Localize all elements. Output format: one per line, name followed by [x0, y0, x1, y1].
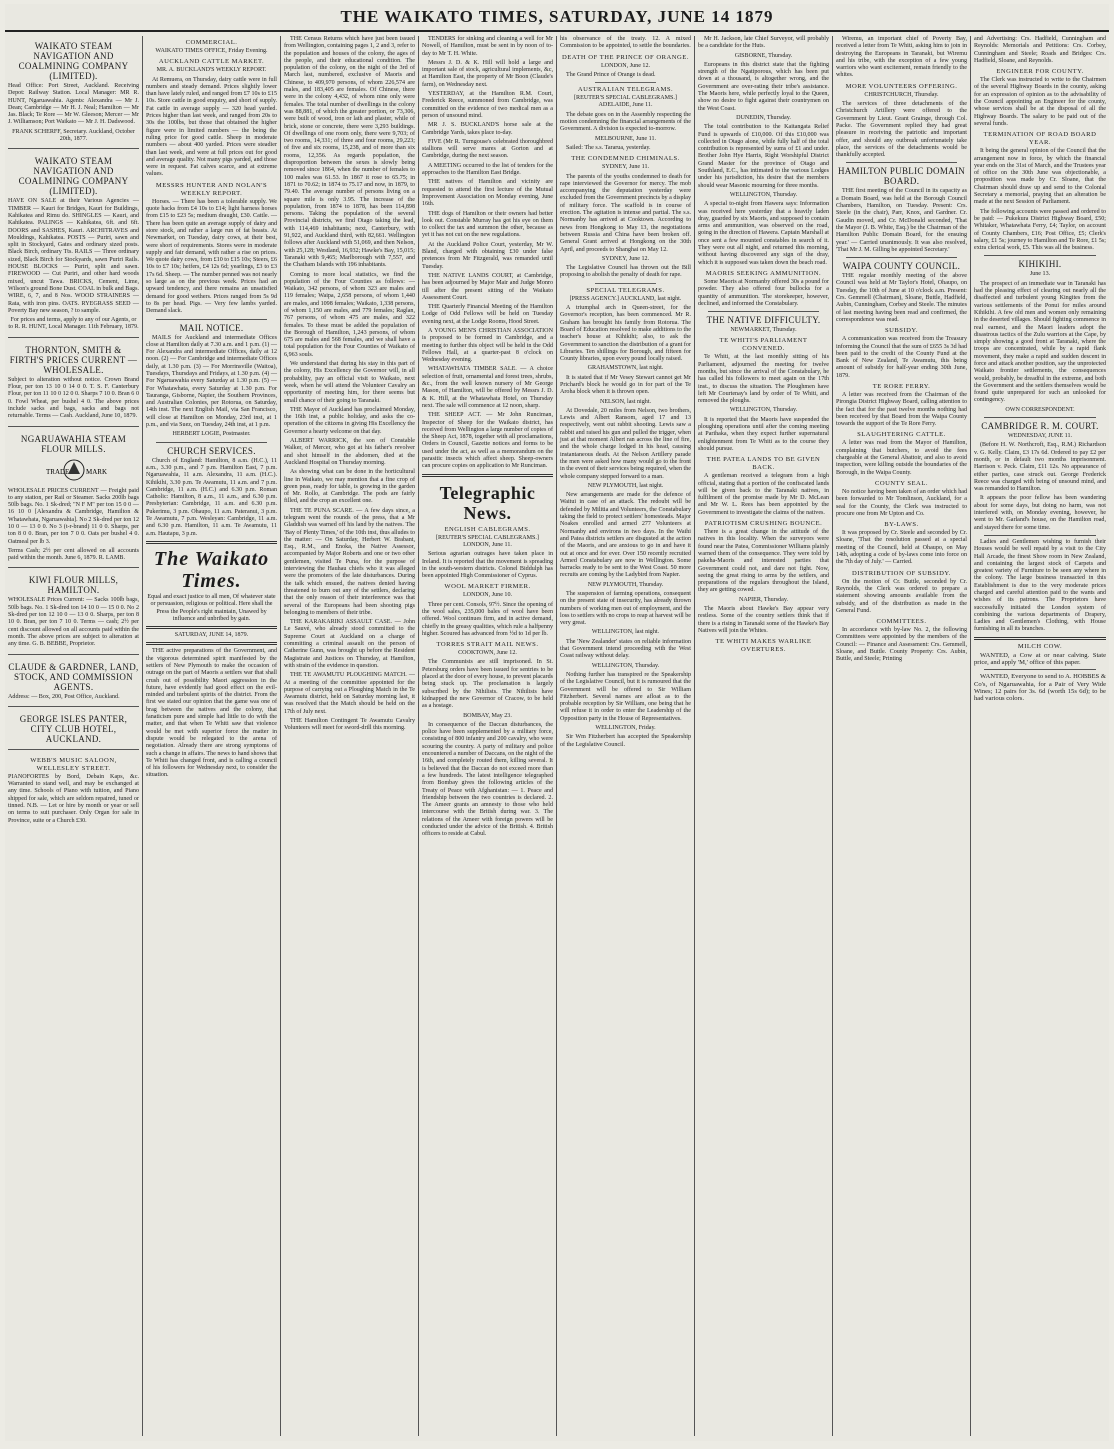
telegraphic-news-heading: Telegraphic News. [439, 482, 536, 523]
death-prince-heading: DEATH OF THE PRINCE OF ORANGE. [562, 53, 689, 61]
grahamstown-body: It is stated that if Mr Vesey Stewart cannot get Mr Prichard's block he would go in for part of the Te Aroha block when it is thrown open. [560, 374, 691, 396]
domain-board-heading: HAMILTON PUBLIC DOMAIN BOARD. [837, 166, 966, 187]
gisborne-body: Europeans in this district state that the fighting strength of the Ngatiporous, which has been put down at a thousand, is altogether wrong, and the Government are over-rating their tribe's assistance. The Maoris here, while perfectly loyal to the Queen, show no desire to fight against their countrymen on the West Coast. [698, 61, 829, 112]
ad-nav-body: HAVE ON SALE at their Various Agencies — TIMBER — Kauri for Bridges, Kauri for Buildings, Kahikatea and Rimu do. SHINGLES — Kauri, and Kahikatea. PALINGS — Kahikatea, 6ft. and 6ft. DOORS and SASHES, Kauri. ARCHITRAVES and Mouldings, Kahikatea. POSTS — Puriri, sawn and split in Stockyard, Gates and ordinary sized posts. Black Birch, ordinary Tts. RAILS — Three ordinary sized, Black Birch for Stockyards, sawn Puriri Rails. HOUSE BLOCKS — Puriri, split and sawn. FIREWOOD — Cut Puriri, and other hard woods mixed, uncut Tawa. BRICKS, Cement, Lime, Wilson's ground Bone Dust. COAL in bulk and Bags. WIRE, 6, 7, and 8 Nos. WOOD STRAINERS — Rata, with iron pins. OATS. RYEGRASS SEED — Poverty Bay new season, ? to sample. [8, 198, 139, 314]
wiremu-paragraph: Wiremu, an important chief of Poverty Bay, received a letter from Te Whiti, asking him to join in destroying the Europeans in Taranaki, but Wiremu and his tribe, with the exception of a few young warriors who want excitement, remain friendly to the whites. [836, 36, 967, 79]
green-peas-paragraph: As showing what can be done in the horticultural line in Waikato, we may mention that a fine crop of green peas, ready for table, is growing in the garden of Mr. Rollo, at Cambridge. The pods are fairly filled, and the crop an excellent one. [284, 469, 415, 505]
column-5-telegrams [557, 36, 695, 1436]
slaughtering-body: A letter was read from the Mayor of Hamilton, complaining that butchers, to avoid the fees chargeable at the General Abattoir, and also to avoid inspection, were killing outside the boundaries of the Borough, in the Waipa County. [836, 440, 967, 476]
divider [984, 669, 1096, 670]
governor-visit-paragraph: We understand that during his stay in this part of the colony, His Excellency the Governor will, in all probability, pay an official visit to Waikato, next week, when he will attend the Volunteer Cavalry an opportunity of meeting him, for there seems but small chance of their going to Taranaki. [284, 361, 415, 404]
te-puna-paragraph: THE TE PUNA SCARE. — A few days since, a telegram went the rounds of the press, that a Mr Gladdish was warned off his land by the natives. The 'Bay of Plenty Times,' of the 10th inst, thus alludes to the matter: — On Saturday, Herbert W. Brabant, Esq., R.M., and Enoka, the Native Assessor, accompanied by Major Roberts and one or two other gentlemen, visited Te Puna, for the purpose of interviewing the Hauhau chiefs who it was alleged were the promoters of the late disturbances. During the talk which ensued, the natives denied having threatened to burn out any of the settlers, declaring that the only reason of their interference was that several of the Europeans had been shooting pigs belonging to members of their tribe. [284, 507, 415, 616]
ad-flour-body: Subject to alteration without notice. Crown Brand Flour, per ton 13 10 0 14 0 0. T. S. F. Canterbury Flour, per ton 11 10 0 12 0 0. Sharps 7 10 0. Bran 6 0 0. Fowl Wheat, per bushel 4 0. The above prices include sacks and bags, sacks and bags not returnable. Terms — Cash. Auckland, June 10, 1879. [8, 376, 139, 420]
wellington-body: The 'New Zealander' states on reliable information that Government intend proceeding with the West Coast railway without delay. [560, 638, 691, 660]
divider [156, 442, 267, 443]
wellington-thursday-dateline: WELLINGTON, Thursday. [729, 191, 798, 198]
ad-mills-title: NGARUAWAHIA STEAM FLOUR MILLS. [20, 433, 127, 454]
australian-telegrams-heading: AUSTRALIAN TELEGRAMS. [577, 86, 674, 94]
reuter-dateline: [REUTER'S SPECIAL CABLEGRAMS.] LONDON, June 11. [436, 534, 539, 548]
rm-court-paragraph: YESTERDAY, at the Hamilton R.M. Court, Frederick Reece, summoned from Cambridge, was committed on the evidence of two medical men as a person of unsound mind. [422, 91, 553, 119]
wellington3-dateline: WELLINGTON, Friday. [595, 725, 656, 732]
divider [984, 417, 1096, 418]
column-1-advertisements [5, 36, 143, 1436]
police-court-paragraph: At the Auckland Police Court, yesterday, Mr W. Bland, charged with obtaining £30 under false pretences from Mr Fitzgerald, was remanded until Tuesday. [422, 241, 553, 270]
cattle-market-body: At Remuera, on Thursday, dairy cattle were in full numbers and steady demand. Prices slightly lower than have lately ruled, and ranged from £7 10s to £15 10s. Store cattle in good enquiry, and short of supply. Fat cattle in average supply — 320 head yarded. Prices higher than last week, and ranged from 20s to 30s the 100lbs, but those that obtained the higher figure were in limited numbers — the being the ruling price for good cattle. Sheep in moderate numbers — about 400 yarded. Prices were steadier than last week, and were at full prices out for good and average quality. Not many pigs yarded, and those were in request. Fat calves scarce, and at extreme values. [146, 76, 277, 178]
melbourne-dateline: MELBOURNE, June 11. [594, 135, 657, 142]
column-8-district [971, 36, 1109, 1436]
kihikihi-date: June 13. [1029, 271, 1051, 278]
ad-kiwi-mills [8, 570, 139, 654]
patriotism-heading: PATRIOTISM CRUSHING BOUNCE. [704, 520, 823, 528]
divider [146, 541, 277, 544]
nolan-report-heading: MESSRS HUNTER AND NOLAN'S WEEKLY REPORT. [155, 181, 268, 197]
sydney2-body: The Legislative Council has thrown out the Bill proposing to abolish the penalty of death for rape. [560, 265, 691, 279]
ad-webb-body: PIANOFORTES by Bord, Debain Kaps, &c. Warranted to stand well, and may be exchanged at any time. Schools of Piano with tuition, and Piano shipped for sale, which are seldom repaired, tuned or tinned. N.B. — Let or hire by month or year or sell on terms to suit purchaser. Only Organ for sale in Province, suite or a Church £30. [8, 773, 139, 824]
church-services-heading: CHURCH SERVICES. [167, 445, 256, 456]
paper-date: SATURDAY, JUNE 14, 1879. [174, 632, 249, 639]
wool-market-body: Three per cent. Consols, 97½. Since the opening of the wool sales, 235,000 bales of wool have been offered. Wool continues firm, and in active demand, chiefly in the greasy qualities, which rule a halfpenny higher. Scoured has advanced from ½d to 1d per lb. [422, 601, 553, 637]
stock-sale-paragraph: Messrs J. D. & K. Hill will hold a large and important sale of stock, agricultural implements, &c, at Hamilton East, the property of Mr Boon (Claude's farm), on Wednesday next. [422, 59, 553, 88]
commercial-heading: COMMERCIAL. [185, 39, 238, 46]
commercial-dateline: WAIKATO TIMES OFFICE, Friday Evening. [155, 48, 268, 54]
assault-case-paragraph: THE KARAKARIKI ASSAULT CASE. — John Le Sauvé, who already stood committed to the Supreme Court at Auckland on a charge of committing a criminal assault on the person of Catherine Gunn, was brought up before the Resident Magistrate and Justices on Thursday, at Hamilton, with strain of the evidence in question. [284, 619, 415, 669]
press-agency-dateline: [PRESS AGENCY.] AUCKLAND, last night. [569, 295, 682, 302]
volunteers-dateline: CHRISTCHURCH, Thursday. [864, 91, 939, 98]
ad-claude-body: Address: — Box, 200, Post Office, Auckland. [8, 693, 120, 700]
native-difficulty-heading: THE NATIVE DIFFICULTY. [706, 315, 821, 326]
milch-cow-heading: MILCH COW. [1017, 642, 1063, 650]
sydney2-dateline: SYDNEY, June 12. [601, 255, 650, 262]
horse-sale-paragraph: MR J. S. BUCKLAND'S horse sale at the Cambridge Yards, takes place to-day. [422, 122, 553, 136]
gisborne-dateline: GISBORNE, Thursday. [734, 52, 793, 59]
rm-court-date: WEDNESDAY, JUNE 11. [1007, 433, 1073, 440]
sydney-dateline: SYDNEY, June 11. [601, 164, 650, 171]
correspondent-sign: OWN CORRESPONDENT. [1005, 406, 1075, 413]
cattle-market-heading: AUCKLAND CATTLE MARKET. [158, 58, 265, 66]
divider [974, 637, 1106, 640]
wellington3-body: Sir Wm Fitzherbert has accepted the Speakership of the Legislative Council. [560, 734, 691, 748]
auckland-body: A triumphal arch in Queen-street, for the Governor's reception, has been commenced. Mr R. Graham has brought his family from Rotorua. The Board of Education resolved to make additions to the teacher's house at Kihikihi; also, to ask the Government to sanction the distribution of a grant for Libraries. Ten shillings for Borough, and fifteen for County libraries, upon every pound locally raised. [560, 305, 691, 363]
trade-mark-emblem-icon [44, 456, 107, 486]
ad-claude-gardner [8, 657, 139, 707]
tenders-paragraph: TENDERS for sinking and cleaning a well for Mr Nowell, of Hamilton, must be sent in by noon of to-day to Mr T. H. White. [422, 36, 553, 57]
newspaper-page [5, 4, 1109, 1441]
ad-nav-title: WAIKATO STEAM NAVIGATION AND COALMINING COMPANY (LIMITED). [18, 156, 129, 197]
patea-lands-body: A gentleman received a telegram from a high official, stating that a portion of the confiscated lands will be given back to the Taranaki natives, in fulfilment of the promise made by Mr D. McLean and Mr W. L. Rees has been appointed by the Government to investigate the claims of the natives. [698, 473, 829, 516]
ad-claude-title: CLAUDE & GARDNER, LAND, STOCK, AND COMMISSION AGENTS. [8, 661, 139, 692]
ad-hotel-title: GEORGE ISLES PANTER, CITY CLUB HOTEL, AUCKLAND. [19, 713, 128, 744]
ad-mills-body: WHOLESALE PRICES CURRENT — Freight paid to any station, per Rail or Steamer. Sacks 200lb bags 50lb bags. No. 1 Sk-dred; "N F M" per ton 15 0 0 — 16 10 0 [Alexandra & Cambridge, Hamilton & Whatawhata, Ngaruawahia]. No 2 Sk-dred per ton 12 10 0 — 13 0 0. No 3 (t-r-brand) 11 0 0. Sharps, per ton 8 0 0. Bran, per ton 7 0 0. Oats per bushel 4 0. Oatmeal per lb 3. [8, 487, 139, 545]
subsidy-heading: SUBSIDY. [884, 327, 918, 335]
mail-notice-body: MAILS for Auckland and intermediate Offices close at Hamilton daily at 7.30 a.m. and 1 p.m. (1) — For Alexandra and intermediate Offices, daily at 12 noon. (2) — For Cambridge and intermediate Offices daily, at 1.30 p.m. (3) — For Morrinsville (Waitoa), Tuesdays, Thursdays and Fridays, at 1.30 p.m. (4) — For Ngaruawahia every Saturday at 1.30 p.m. (5) — For Whatawhata, every Saturday at 1.30 p.m. For Tauranga, Gisborne, Napier, the Southern Provinces, and Australian Colonies, per Rotorua, on Saturday, 14th inst. The next English Mail, via San Francisco, will close at Hamilton on Monday, 23rd inst, at 1 p.m., and via Suez, on Tuesday, 24th inst, at 1 p.m. [146, 334, 277, 429]
committees-body: In accordance with by-law No. 2, the following Committees were appointed by the members of the Council: — Finance and Assessment: Crs. Gemmell, Sloane, and Buttle. County Property: Crs. Aubin, Buttle, and Steele; Printing [836, 627, 967, 663]
te-rore-ferry-heading: TE RORE FERRY. [872, 382, 931, 390]
patea-lands-heading: THE PATEA LANDS TO BE GIVEN BACK. [706, 456, 821, 472]
ad-kiwi-title: KIWI FLOUR MILLS, HAMILTON. [28, 575, 119, 596]
ploughing-match-paragraph: THE TE AWAMUTU PLOUGHING MATCH. — At a meeting of the committee appointed for the purpose of carrying out a Ploughing Match in the Te Awamutu district, held on Saturday morning last, it was resolved that the Match should be held on the 17th of July next. [284, 672, 415, 715]
death-prince-body: The Grand Prince of Orange is dead. [566, 71, 656, 78]
column-7-councils [833, 36, 971, 1436]
newmarket-dateline: NEWMARKET, Thursday. [730, 327, 797, 334]
bombay-body: In consequence of the Daccan disturbances, the police have been supplemented by a military force, consisting of 800 infantry and 200 cavalry, who were scouring the country. A party of military and police encountered a number of Daccans, on the night of the 16th, and completely routed them, killing several. It is believed that the Daccan do not exceed more than a few hundreds. The latest intelligence telegraphed from Bombay gives the following articles of the Treaty of Peace with Afghanistan: — 1. Peace and friendship between the two countries is declared. 2. The Ameer grants an amnesty to those who held intercourse with the British during war. 3. The relations of the Ameer with foreign powers will be conducted under the advice of the British. 4. British officers to reside at Cabul. [422, 721, 553, 838]
termination-body: It being the general opinion of the Council that the arrangement now in force, by which the financial year ends on the 31st of March, and the Trustees year of office on the 30th June was objectionable, a proposition was made by Cr. Sloane, that the Chairman should draw up and send to the Colonial Secretary a memorial, praying that an alteration be made at the next Session of Parliament. [974, 148, 1106, 206]
ad-steam-sign: FRANK SCHERFF, Secretary. Auckland, October 20th, 1877. [12, 128, 135, 143]
subsidy-body: A communication was received from the Treasury informing the Council that the sum of £655 3s 3d had been paid to the credit of the County Fund at the Bank of New Zealand, Te Awamutu, this being amount of subsidy for half-year ending 30th June, 1879. [836, 336, 967, 379]
divider [156, 319, 267, 320]
county-seal-body: No notice having been taken of an order which had been forwarded to Mr Tomlinson, Auckland, for a seal for the County, the Clerk was instructed to procure one from Mr Upton and Co. [836, 488, 967, 517]
svg-text:MARK: MARK [85, 467, 107, 476]
ad-flour-mills [8, 429, 139, 569]
wanted-ad: WANTED, Everyone to send to A. HOBBES & Co's, of Ngaruawahia, for a Pair of Very Wide Wines; 12 pairs for 3s. 6d (worth 15s 6d); to be had various colors. [974, 673, 1106, 703]
committees-heading: COMMITTEES. [876, 618, 927, 626]
census-article: THE Census Returns which have just been issued from Wellington, containing pages 1, 2 and 3, refer to the population and houses of the colony, the ages of the people, and their educational condition. The population of the colony, on the night of the 3rd of March last, numbered, exclusive of Maoris and Chinese, to 409,970 persons, of whom 226,574 are males, and 183,405 are females. Of Chinese, there were in the colony 4,432, of whom nine only were females. The total number of dwellings in the colony was 88,881, of which the greater portion, or 73,306, were built of wood, iron or lath and plaster, while of brick, stone or concrete, there were 3,293 buildings. Of dwellings of one room only, there were 9,703; of two rooms, 14,331; of three and four rooms, 29,223; of five and six rooms, 15,238, and of more than six rooms, 12,356. As regards population, the disproportion between the sexes is slowly being removed since 1864, when the number of females to 100 males was 61.53. In 1867 it rose to 65.75; in 1871 to 70.62; in 1874 to 75.17 and now, in 1879, to 79.40. The average number of persons living on a square mile is only 3.95. The increase of the population, from 1874 to 1878, has been 114,898 persons. Taking the population of the several Provincial districts, we find Otago taking the lead, with 114,469 inhabitants; next, Canterbury, with 91,922, and Auckland third, with 82,661. Wellington follows after Auckland with 51,069, and then Nelson, with 25,128; Westland, 16,932; Hawke's Bay, 15,015; Taranaki with 9,465; Marlborough with 7,557, and the Chatham Islands with 196 inhabitants. [284, 36, 415, 269]
torres-mail-heading: TORRES STRAIT MAIL NEWS. [436, 641, 539, 649]
committees-continuation: and Advertising: Crs. Hadfield, Cunningham and Reynolds: Memorials and Petitions: Crs. Corbey, Cunningham and Steele; Roads and Bridges: Crs. Hadfield, Sloane, and Reynolds. [974, 36, 1106, 64]
jackson-paragraph: Mr H. Jackson, late Chief Surveyor, will probably be a candidate for the Huts. [698, 36, 829, 50]
wellington2-dateline: WELLINGTON, Thursday. [591, 662, 660, 669]
accounts-paragraph: The following accounts were passed and ordered to be paid: — Pukekura District Highway Board, £50; Whitaker, Whatawhata Ferry, £4; Taylor, on account of County Chambers, £16; Post Office, £5; Clerk's salary, £1 5s; journey to Hamilton and Te Rore, £1 5s; extra clerical work, £5. This was all the business. [974, 208, 1106, 252]
milch-cow-ad: WANTED, a Cow at or near calving. State price, and apply 'M,' office of this paper. [974, 651, 1106, 667]
divider [984, 535, 1096, 536]
grahamstown-dateline: GRAHAMSTOWN, last night. [587, 365, 664, 372]
column-3-news [281, 36, 419, 1436]
divider [422, 474, 553, 477]
dunedin-body: The total contribution to the Kaitangata Relief Fund is upwards of £10,000. Of this £10,000 was collected in Otago alone, while fully half of the total contribution is represented by sums of £1 and under. Brother John Hye Harris, Right Worshipful District Grand Master for the province of Otago and Southland, E.C., has intimated to the various Lodges under his jurisdiction, his desire that the members should wear Masonic mourning for three months. [698, 124, 829, 189]
cattle-market-sub: MR. A. BUCKLAND'S WEEKLY REPORT. [156, 67, 267, 74]
napier-body: The Maoris about Hawke's Bay appear very restless. Some of the country settlers think that if there is a rising in Taranaki some of the Hawke's Bay Natives will join the Whites. [698, 606, 829, 634]
ad-nav-sign: For prices and terms, apply to any of our Agents, or to R. R. HUNT, Local Manager. 11th February, 1879. [8, 317, 139, 331]
waipa-council-body: THE regular monthly meeting of the above Council was held at Mr Taylor's Hotel, Ohaupo, on Tuesday, the 10th of June at 10 o'clock a.m. Present: Crs. Gemmell (Chairman), Sloane, Buttle, Hadfield, Aubin, Cunningham, Corbey and Steele. The minutes of last meeting having been read and confirmed, the correspondence was read. [836, 273, 967, 323]
domain-board-body: THE first meeting of the Council in its capacity as a Domain Board, was held at the Borough Council Chambers, Hamilton, on Tuesday. Present: Crs. Steele (in the chair), Parr, Knox, and Gardner. Cr. Gaudin moved, and Cr. McDonald seconded, 'That the Mayor (J. B. White, Esq.) be the Chairman of the Hamilton Public Domain Board, for the ensuing year.' — Carried unanimously. It was also resolved, 'That Mr J. M. Gilling be appointed Secretary.' [836, 188, 967, 253]
bylaws-heading: BY-LAWS. [884, 521, 919, 529]
divider [846, 162, 957, 163]
divider [146, 642, 277, 645]
wellington-dateline-2: WELLINGTON, Thursday. [729, 407, 798, 414]
ad-steam-navigation [8, 36, 139, 149]
ad-steam-title: WAIKATO STEAM NAVIGATION AND COALMINING COMPANY (LIMITED). [18, 41, 129, 81]
wool-market-heading: WOOL MARKET FIRMER. [444, 583, 531, 591]
ad-webb-title: WEBB'S MUSIC SALOON, WELLESLEY STREET. [30, 756, 117, 772]
wellington2-body: Nothing further has transpired re the Speakership of the Legislative Council, but it is rumoured that the Government will be offered to Sir William Fitzherbert. Several names are afloat as to the probable reception by Sir William, one being that he will refuse it in order to enter the Leadership of the Opposition party in the House of Representatives. [560, 671, 691, 722]
maoris-ammunition-heading: MAORIS SEEKING AMMUNITION. [705, 269, 822, 277]
native-lands-paragraph: THE NATIVE LANDS COURT, at Cambridge, has been adjourned by Major Mair and Judge Monro till after the present sitting of the Waikato Assessment Court. [422, 272, 553, 301]
nolan-report-body: Horses. — There has been a tolerable supply. We quote hacks from £4 10s to £14; light harness horses from £15 to £23 5s; medium draught, £30. Cattle. — There has been quite an average supply of dairy and store stock, and rather a large run of fat beasts. At Newmarket, on Tuesday, dairy cows, at their best, were short of requirements. Stores were in moderate supply and fair demand, with rather a rise on prices. We quote dairy cows, from £10 to £15 10s; Steers, £6 10s to £7 10s; heifers, £4 12s 6d; yearlings, £3 to £3 17s 6d. Sheep. — The number penned was not nearly so large as on the previous week. Prices had an upward tendency, and there remains an unsatisfied demand for good wethers. Prices ranged from 5s 9d to 8s per head. Pigs. — Very few lambs yarded. Demand slack. [146, 198, 277, 315]
ad-nav-sale [8, 151, 139, 337]
new-plymouth-body: New arrangements are made for the defence of Waitui in case of an attack. The redoubt will be defended by Militia and Volunteers, the Constabulary taking the field to protect settlers' homesteads. Major Noakes enrolled and armed 277 Volunteers at Normanby and environs in two days. In the Waihi and Patea districts settlers are disgusted at the action of the Maoris, and are anxious to go in and have it out at once and for ever. Over 150 recently recruited Armed Constabulary are now in Wellington. Some barracks ready to be sent to the West Coast. 50 more recruits are coming by the Ladybird from Napier. [560, 492, 691, 579]
treaty-continuation: his observance of the treaty. 12. A mixed Commission to be appointed, to settle the boundaries. [560, 36, 691, 50]
london-news-body: Serious agrarian outrages have taken place in Ireland. It is reported that the movement is spreading in the south-western districts. Colonel Biddulph has been appointed High Commissioner of Cyprus. [422, 551, 553, 580]
divider [846, 257, 957, 258]
nelson-body: At Dovedale, 20 miles from Nelson, two brothers, Lewis and Albert Ransom, aged 17 and 13 respectively, went out rabbit shooting. Lewis saw a rabbit and raised his gun and pulled the trigger, when just at that moment Albert ran across the line of fire, and the whole charge lodged in his head, causing instantaneous death. At the Nelson Artillery parade the men were asked how many would go to the front in the event of their services being required, when the whole company stepped forward to a man. [560, 407, 691, 480]
ad-webb-music [8, 752, 139, 830]
volunteers-body: The services of three detachments of the Christchurch Artillery were offered to the Government by Lieut. Grant Grainge, through Col. Packe. The Government replied they had great pleasure in receiving the patriotic and important offer, and should any outbreak unfortunately take place, the services of the detachments would be thankfully accepted. [836, 101, 967, 159]
bridge-tenders-paragraph: A MEETING occurred to the list of tenders for the approaches to the Hamilton East Bridge. [422, 162, 553, 177]
ad-flour-prices [8, 340, 139, 427]
census-article-local: Coming to more local statistics, we find the population of the Four Counties as follows: — Waikato, 342 persons, of whom 323 are males and 119 females; Waipa, 2,658 persons, of whom 1,440 are males, and 1098 females; Waikato, 1,338 persons, of whom 1,150 are males, and 779 females; Raglan, 767 persons, of whom 475 are males, and 322 females. To these must be added the population of the Borough of Hamilton, 1,243 persons, of whom 675 are males and 568 females, and we shall have a total population for the Four Counties of Waikato of 6,963 souls. [284, 271, 415, 358]
waipa-council-heading: WAIPA COUNTY COUNCIL. [842, 261, 961, 272]
torres-mail-date: COOKTOWN, June 12. [458, 650, 517, 657]
patriotism-body: There is a great change in the attitude of the natives in this locality. When the surveyors were found near the Patea, Commissioner Williams plainly warned them of the consequence. They were told by pakeha-Maoris and interested parties that Government could not, and dare not fight. Now, seeing the great rising to arms by the settlers, and preparations of the regulars throughout the Island, they are getting cowed. [698, 529, 829, 594]
napier-dateline: NAPIER, Thursday. [738, 596, 789, 603]
bylaws-body: It was proposed by Cr. Steele and seconded by Cr. Sloane, 'That the resolution passed at a special meeting of the Council, held at Ohaupo, on May 14th, adopting a code of by-laws come into force on the 7th day of July.' — Carried. [836, 530, 967, 566]
column-2-commercial [143, 36, 281, 1436]
divider [595, 283, 656, 284]
shooting-accident-paragraph: ALBERT WARRICK, the son of Constable Walker, of Mercer, who got at his father's revolver and shot himself in the abdomen, died at the Auckland Hospital on Thursday morning. [284, 438, 415, 466]
timber-sale-paragraph: WHATAWHATA TIMBER SALE. — A choice selection of fruit, ornamental and forest trees, shrubs, &c., from the well known nursery of Mr George Mason, of Hamilton, will be offered by Messrs J. D. & K. Hill, at the Whatawhata Hotel, on Thursday next. The sale will commence at 12 noon, sharp. [422, 366, 553, 409]
bombay-dateline: BOMBAY, May 23. [463, 712, 512, 719]
mail-notice-sign: HERBERT LOGIE, Postmaster. [172, 431, 251, 438]
torres-mail-body: The Communists are still imprisoned. In St. Petersburg orders have been issued for sentries to be placed at the door of every house, to prevent placards being stuck up. The proclamation is largely subscribed by the Nihilists. The Nihilists have kidnapped the new Governor of Cracow, to be held as a hostage. [422, 659, 553, 710]
new-plymouth-dateline: NEW PLYMOUTH, last night. [587, 482, 664, 489]
distribution-body: On the motion of Cr. Buttle, seconded by Cr. Reynolds, the Clerk was ordered to prepare a statement showing amounts available from the subsidy, and of the distribution as made in the General Fund. [836, 578, 967, 614]
wellington-dateline: WELLINGTON, last night. [591, 629, 660, 636]
paper-motto: Equal and exact justice to all men, Of whatever state or persuasion, religious or political. Here shall the Press the People's right maintain, Unawed by influence and unbribed by gain. [147, 593, 276, 622]
te-rore-ferry-body: A letter was received from the Chairman of the Pirongia District Highway Board, calling attention to the fact that for the past twelve months nothing had been received by that Board from the Waipa County towards the support of the Te Rore Ferry. [836, 391, 967, 428]
te-whiti-overtures-heading: TE WHITI MAKES WARLIKE OVERTURES. [715, 638, 812, 654]
wellington-thursday-body: A special to-night from Hawera says: Information was received here yesterday that a heavily laden dray, guarded by six Maoris, and supposed to contain arms and ammunition, was observed on the road, going in the direction of Hawera. Captain Marshall at once sent a few mounted constables in search of it. They were out all night, and returned this morning, without having discovered any sign of the dray, which it is supposed was taken down the beach road. [698, 201, 829, 266]
paper-nameplate: The Waikato Times. [153, 547, 270, 592]
engineer-heading: ENGINEER FOR COUNTY. [996, 68, 1084, 76]
mayor-holiday-paragraph: THE Mayor of Auckland has proclaimed Monday, the 16th inst, a public holiday, and asks the co-operation of the citizens in giving His Excellency the Governor a hearty welcome on that day. [284, 406, 415, 435]
rm-court-body: (Before H. W. Northcroft, Esq., R.M.) Richardson v. G. Kelly. Claim, £3 17s 6d. Ordered to pay £2 per month, or in default two months imprisonment. Harrison v. Peck. Claim, £11 12s. No appearance of either parties, case struck out. George Frederick Reece was charged with being of unsound mind, and was remanded to Hamilton. [974, 442, 1106, 493]
church-services-body: Church of England: Hamilton, 8 a.m. (H.C.), 11 a.m., 3.30 p.m., and 7 p.m. Hamilton East, 7 p.m. Ngaruawahia, 11 a.m. Alexandra, 11 a.m. (H.C.). Kihikihi, 3.30 p.m. Te Awamutu, 11 a.m. and 7 p.m. Cambridge, 11 a.m. (H.C.) and 6.30 p.m. Roman Catholic: Hamilton, 8 a.m., 11 a.m., and 6.30 p.m. Presbyterian: Cambridge, 11 a.m. and 6.30 p.m. Pukerimu, 3 p.m. Ohaupo, 11 a.m. Pateranui, 3 p.m. Te Awamutu, 7 p.m. Wesleyan: Cambridge, 11 a.m. and 6.30 p.m. Hamilton, 11 a.m. Te Awamutu, 11 a.m. Hautapu, 3 p.m. [146, 457, 277, 537]
ymca-paragraph: A YOUNG MEN'S CHRISTIAN ASSOCIATION is proposed to be formed in Cambridge, and a meeting to further this object will be held in the Odd Fellows Hall, at a quarter-past 8 o'clock on Wednesday evening. [422, 327, 553, 364]
rm-court-heading: CAMBRIDGE R. M. COURT. [981, 421, 1099, 432]
adelaide-body: The debate goes on in the Assembly respecting the motion condemning the financial arrangements of the Government. A division is expected to-morrow. [560, 111, 691, 133]
ad-mills-terms: Terms Cash; 2½ per cent allowed on all accounts paid within the month. June 6, 1879. R. LAMB. [8, 547, 139, 562]
volunteers-heading: MORE VOLUNTEERS OFFERING. [845, 82, 958, 90]
divider [146, 626, 277, 629]
ploughing-suspended-body: It is reported that the Maoris have suspended the ploughing operations until after the coming meeting at Parihaka, when they expect further supernatural enlightenment from Te Whiti as to the course they should pursue. [698, 416, 829, 452]
ad-city-club-hotel [8, 709, 139, 750]
slaughtering-heading: SLAUGHTERING CATTLE. [857, 431, 946, 439]
australian-dateline: [REUTER'S SPECIAL CABLEGRAMS.] ADELAIDE, June 11. [574, 95, 677, 109]
death-prince-date: LONDON, June 12. [600, 62, 651, 69]
parliament-body: Te Whiti, at the last monthly sitting of his Parliament, adjourned the meeting for twelve months, but since the arrival of the Constabulary, he has called his followers to meet again on the 17th inst., to discuss the situation. The Ploughmen have left Mr Courtenay's land by order of Te Whiti, and removed the ploughs. [698, 354, 829, 405]
wool-market-date: LONDON, June 10. [462, 592, 513, 599]
county-seal-heading: COUNTY SEAL. [874, 479, 928, 487]
column-6-telegrams [695, 36, 833, 1436]
dogs-paragraph: THE dogs of Hamilton or their owners had better look out. Constable Murray has got his eye on them to collect the tax and summon the other, because as yet it has not cut on the new regulations. [422, 210, 553, 239]
dunedin-dateline: DUNEDIN, Thursday. [736, 114, 791, 121]
sydney-body: The parents of the youths condemned to death for rape interviewed the Governor for mercy. The mob accompanying the deputation yesterday were excluded from the Government precincts by a display of military force. The scaffold is in course of erection. The agitation is intense and partial. The s.s. Normanby has arrived at Cooktown. According to news from Hongkong to May 13, the negotiations between Russia and China have been broken off. General Grant arrived at Hongkong on the 30th April, and proceeds to Shanghai on May 12. [560, 173, 691, 253]
oddfellows-paragraph: THE Quarterly Financial Meeting of the Hamilton Lodge of Odd Fellows will be held on Tuesday evening next, at the Lodge Rooms, Hood Street. [422, 304, 553, 325]
divider [984, 255, 1096, 256]
masthead-title: THE WAIKATO TIMES, SATURDAY, JUNE 14 1879 [340, 7, 774, 26]
nelson-dateline: NELSON, last night. [599, 398, 652, 405]
termination-heading: TERMINATION OF ROAD BOARD YEAR. [983, 131, 1097, 147]
column-4-local-telegraphic [419, 36, 557, 1436]
engineer-body: The Clerk was instructed to write to the Chairmen of the several Highway Boards in the county, asking for an expression of opinion as to the advisability of the Council appointing an Engineer for the county, whose services shall be at the disposal of all the Highway Boards. The salary to be paid out of the several funds. [974, 77, 1106, 127]
maoris-ammunition-body: Some Maoris at Normanby offered 30s a pound for powder. They also offered four bullocks for a quantity of ammunition. The storekeeper, however, declined, and informed the Constabulary. [698, 278, 829, 307]
editorial-body: THE active preparations of the Government, and the vigorous determined spirit manifested by the settlers of New Plymouth to make the occasion of outrage on the part of Maoris a settlers war that shall crush out of possibility Maori aggression in the future, have evidently had good effect on the evil-minded and turbulent spirits of the district. From the first we stated our opinion that the game was one of brag between the natives and the colony, that fanaticism pure and simple had little to do with the matter, and that when Te Whiti saw that violence would be met with superior force the matter in dispute would be relegated to the arena of negotiation. Already there are strong symptoms of such a change in affairs. The news to hand shows that Te Whiti has changed front, and is calling a council of his followers for Wednesday next, to consider the situation. [146, 648, 277, 779]
divider [708, 311, 819, 312]
distribution-heading: DISTRIBUTION OF SUBSIDY. [852, 569, 951, 577]
special-telegrams-heading: SPECIAL TELEGRAMS. [586, 286, 665, 294]
kihikihi-body: The prospect of an immediate war in Taranaki has had the pleasing effect of clearing out nearly all the disaffected and turbulent young Kingites from the various settlements of the Ponui for miles around Kihikihi. A few old men and women only remaining in the deserted villages. Should fighting commence in real earnest, and the Maori leaders adopt the disastrous tactics of the Zulu warriors at the Cape, by simply showing a good front at Taranaki, where the troops are concentrated, while by a rapid flank movement, they make a rapid and sudden descent in force and attack another position, say the unprotected Waikato frontier settlements, the consequences would, probably, be dreadful in the extreme, and both the Government and the settlers themselves would be found quite unprepared for such an unlooked for contingency. [974, 280, 1106, 404]
lecture-paragraph: THE natives of Hamilton and vicinity are requested to attend the first lecture of the Mutual Improvement Association on Monday evening, June 16th. [422, 179, 553, 208]
english-cablegrams-heading: ENGLISH CABLEGRAMS. [444, 525, 531, 533]
city-hall-arcade-ad: Ladies and Gentlemen wishing to furnish their Houses would be well repaid by a visit to the City Hall Arcade, the finest Show room in New Zealand, and containing the largest stock of Carpets and greatest variety of Furniture to be seen any where in the colony. The large business transacted in this Establishment is due to the very moderate prices charged and careful attention paid to the wants and wishes of its patrons. The Proprietors have successfully initiated the London system of combining the various departments of Drapery, Ladies and Gentlemen's Clothing, with House furnishing in all its branches. [974, 538, 1106, 633]
melbourne-body: Sailed: The s.s. Tararua, yesterday. [566, 144, 651, 151]
divider [595, 82, 656, 83]
sheep-act-paragraph: THE SHEEP ACT. — Mr John Runciman, Inspector of Sheep for the Waikato district, has received from Wellington a large number of copies of the Sheep Act, 1878, together with all proclamations, Orders in Council, Gazette notices and forms to be used under the act, as well as a memorandum on the parasitic insects which affect sheep. Sheep-owners can procure copies on application to Mr Runciman. [422, 412, 553, 470]
svg-text:TRADE: TRADE [45, 467, 69, 476]
mail-notice-heading: MAIL NOTICE. [179, 322, 244, 333]
masthead [5, 4, 1109, 32]
ad-kiwi-body: WHOLESALE Prices Current: — Sacks 100lb bags, 50lb bags. No. 1 Sk-dred ton 14 10 0 — 15 0 0. No 2 Sk-dred per ton 12 10 0 — 13 0 0. Sharps, per ton 8 10 0. Bran, per ton 7 10 0. Terms — cash; 2½ per cent discount allowed on all accounts paid within the month. The above prices are subject to alteration at any time. G. B. BEBBE, Proprietor. [8, 597, 139, 648]
new-plymouth2-body: The suspension of farming operations, consequent on the present state of insecurity, has already thrown numbers of working men out of employment, and the loss to settlers with no crops to reap at harvest will be very great. [560, 591, 691, 627]
new-plymouth2-dateline: NEW PLYMOUTH, Thursday. [587, 581, 664, 588]
ad-flour-title: THORNTON, SMITH & FIRTH'S PRICES CURRENT — WHOLESALE. [9, 344, 138, 375]
kihikihi-heading: KIHIKIHI. [1018, 259, 1062, 270]
columns [5, 32, 1109, 1436]
ad-steam-body: Head Office: Port Street, Auckland. Receiving Depot: Railway Station. Local Manager: MR R. HUNT, Ngaruawahia. Agents: Alexandra — Mr J. Dean; Cambridge — Mr H. J. Neal; Hamilton — Mr Jas. Black; Te Rore — Mr W. Gleeson; Mercer — Mr J. Williamson; Port Waikato — Mr J. H. Dadswood. [8, 83, 139, 126]
condemned-heading: THE CONDEMNED CHIMINALS. [571, 155, 680, 163]
cavalry-paragraph: THE Hamilton Contingent Te Awamutu Cavalry Volunteers will meet for sword-drill this morning. [284, 718, 415, 732]
reece-paragraph: It appears the poor fellow has been wandering about for some days, but doing no harm, was not interfered with, on Monday evening, however, he went to Mr. Garland's house, on the Hamilton road, and stayed there for some time. [974, 495, 1106, 531]
stallions-paragraph: FIVE (Mr R. Turngouse's celebrated thoroughbred stallions will serve mares at Gorton and at Cambridge, during the next season. [422, 138, 553, 160]
parliament-heading: TE WHITI'S PARLIAMENT CONVENED. [719, 337, 808, 353]
